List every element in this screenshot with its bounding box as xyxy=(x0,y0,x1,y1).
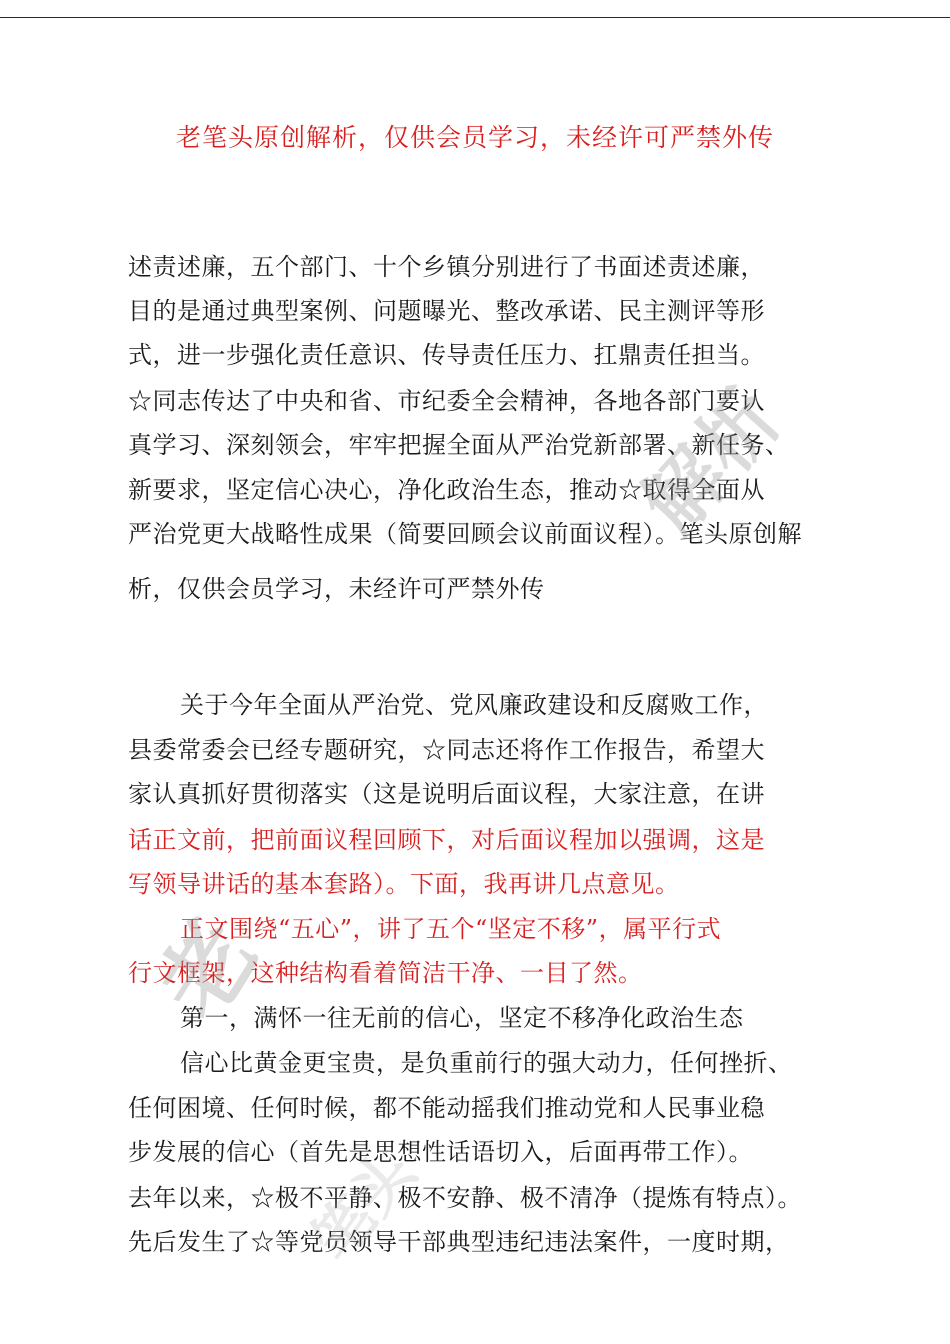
header-note: 老笔头原创解析，仅供会员学习，未经许可严禁外传 xyxy=(175,123,774,152)
paragraph-1-line: 式，进一步强化责任意识、传导责任压力、扛鼎责任担当。 xyxy=(128,341,765,369)
paragraph-3-line: 任何困境、任何时候，都不能动摇我们推动党和人民事业稳 xyxy=(128,1094,765,1122)
paragraph-3-line: 去年以来，☆极不平静、极不安静、极不清净（提炼有特点）。 xyxy=(128,1184,802,1212)
paragraph-1-line: 述责述廉，五个部门、十个乡镇分别进行了书面述责述廉， xyxy=(128,253,765,281)
watermark: 笔头 xyxy=(298,1137,430,1275)
watermark: 解析 xyxy=(625,370,801,551)
paragraph-1-line: 真学习、深刻领会，牢牢把握全面从严治党新部署、新任务、 xyxy=(128,431,790,459)
annotation-line: 正文围绕“五心”，讲了五个“坚定不移”，属平行式 xyxy=(180,915,722,943)
paragraph-1-line: 严治党更大战略性成果（简要回顾会议前面议程）。笔头原创解 xyxy=(128,520,802,548)
paragraph-2-line: 县委常委会已经专题研究，☆同志还将作工作报告，希望大 xyxy=(128,736,765,764)
paragraph-1-line: 目的是通过典型案例、问题曝光、整改承诺、民主测评等形 xyxy=(128,297,765,325)
paragraph-2-line: 关于今年全面从严治党、党风廉政建设和反腐败工作， xyxy=(180,691,768,719)
section-heading: 第一，满怀一往无前的信心，坚定不移净化政治生态 xyxy=(180,1004,744,1032)
top-rule xyxy=(0,17,950,18)
watermark: 老 xyxy=(137,902,279,1038)
paragraph-3-line: 先后发生了☆等党员领导干部典型违纪违法案件，一度时期， xyxy=(128,1228,790,1256)
paragraph-1-line: ☆同志传达了中央和省、市纪委全会精神，各地各部门要认 xyxy=(128,387,765,415)
paragraph-2-red-line: 写领导讲话的基本套路）。下面，我再讲几点意见。 xyxy=(128,870,680,898)
annotation-line: 行文框架，这种结构看着简洁干净、一目了然。 xyxy=(128,959,643,987)
paragraph-2-line: 家认真抓好贯彻落实（这是说明后面议程，大家注意，在讲 xyxy=(128,780,765,808)
paragraph-3-line: 步发展的信心（首先是思想性话语切入，后面再带工作）。 xyxy=(128,1138,753,1166)
paragraph-1-line: 析，仅供会员学习，未经许可严禁外传 xyxy=(128,575,545,603)
paragraph-3-line: 信心比黄金更宝贵，是负重前行的强大动力，任何挫折、 xyxy=(180,1049,793,1077)
paragraph-2-red-line: 话正文前，把前面议程回顾下，对后面议程加以强调，这是 xyxy=(128,826,765,854)
paragraph-1-line: 新要求，坚定信心决心，净化政治生态，推动☆取得全面从 xyxy=(128,476,765,504)
